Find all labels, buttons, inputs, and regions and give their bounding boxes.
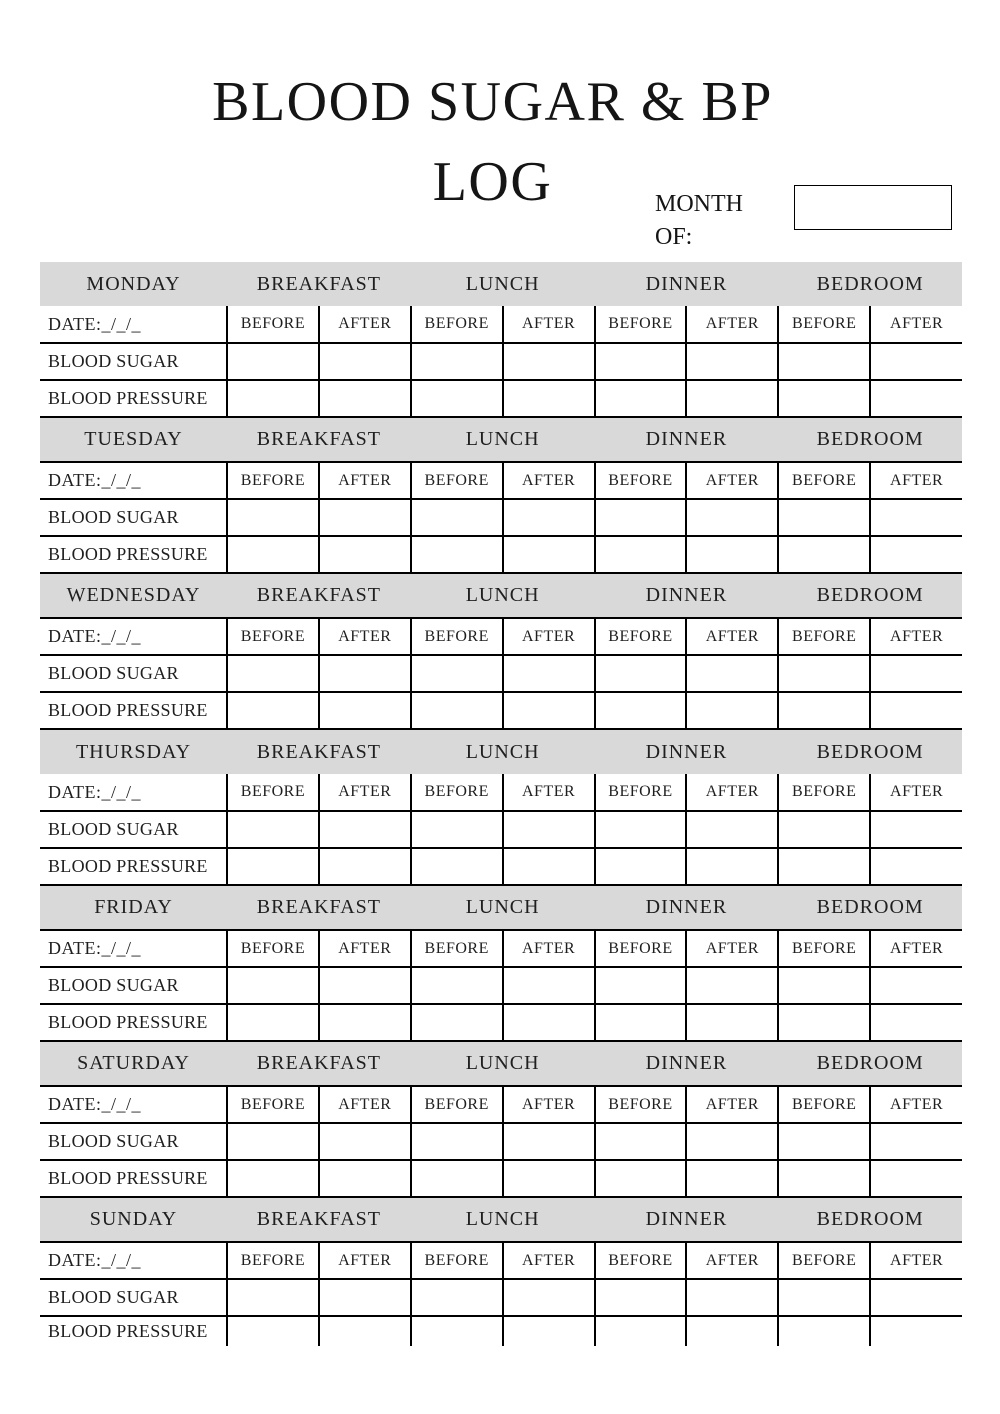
before-header: BEFORE <box>595 930 687 967</box>
entry-cell[interactable] <box>778 1123 870 1160</box>
after-header: AFTER <box>319 1242 411 1279</box>
date-field[interactable]: DATE:_/_/_ <box>40 774 227 811</box>
entry-cell[interactable] <box>411 1279 503 1316</box>
table-row <box>40 692 962 729</box>
meal-header: DINNER <box>595 730 779 774</box>
table-row <box>40 967 962 1004</box>
entry-cell[interactable] <box>778 343 870 380</box>
entry-cell[interactable] <box>686 811 778 848</box>
entry-cell[interactable] <box>778 811 870 848</box>
entry-cell[interactable] <box>595 1004 687 1041</box>
day-table-thursday <box>40 730 962 886</box>
before-header: BEFORE <box>595 1086 687 1123</box>
entry-cell[interactable] <box>503 1160 595 1197</box>
meal-header: LUNCH <box>411 418 595 462</box>
table-row <box>40 536 962 573</box>
before-header: BEFORE <box>778 930 870 967</box>
entry-cell[interactable] <box>870 655 962 692</box>
entry-cell[interactable] <box>411 967 503 1004</box>
entry-cell[interactable] <box>595 1123 687 1160</box>
after-header: AFTER <box>503 930 595 967</box>
entry-cell[interactable] <box>411 536 503 573</box>
meal-header: BREAKFAST <box>227 886 411 930</box>
after-header: AFTER <box>870 774 962 811</box>
before-header: BEFORE <box>227 930 319 967</box>
entry-cell[interactable] <box>595 655 687 692</box>
meal-header: BEDROOM <box>778 1042 962 1086</box>
before-header: BEFORE <box>778 774 870 811</box>
entry-cell[interactable] <box>778 536 870 573</box>
table-row <box>40 380 962 417</box>
meal-header: BREAKFAST <box>227 730 411 774</box>
meal-header: LUNCH <box>411 1042 595 1086</box>
row-label: BLOOD SUGAR <box>40 499 227 536</box>
entry-cell[interactable] <box>778 692 870 729</box>
day-table-friday <box>40 886 962 1042</box>
entry-cell[interactable] <box>595 967 687 1004</box>
after-header: AFTER <box>319 618 411 655</box>
entry-cell[interactable] <box>227 536 319 573</box>
entry-cell[interactable] <box>319 1160 411 1197</box>
table-row <box>40 1160 962 1197</box>
after-header: AFTER <box>686 774 778 811</box>
entry-cell[interactable] <box>686 1004 778 1041</box>
entry-cell[interactable] <box>870 1160 962 1197</box>
meal-header: DINNER <box>595 262 779 306</box>
row-label: BLOOD SUGAR <box>40 655 227 692</box>
entry-cell[interactable] <box>686 1123 778 1160</box>
before-header: BEFORE <box>595 774 687 811</box>
meal-header: BEDROOM <box>778 730 962 774</box>
entry-cell[interactable] <box>411 848 503 885</box>
entry-cell[interactable] <box>503 967 595 1004</box>
after-header: AFTER <box>870 306 962 343</box>
entry-cell[interactable] <box>503 1316 595 1346</box>
entry-cell[interactable] <box>227 811 319 848</box>
entry-cell[interactable] <box>686 1279 778 1316</box>
meal-header: BEDROOM <box>778 262 962 306</box>
table-row <box>40 1123 962 1160</box>
meal-header: LUNCH <box>411 262 595 306</box>
after-header: AFTER <box>870 462 962 499</box>
table-row <box>40 343 962 380</box>
before-header: BEFORE <box>595 306 687 343</box>
after-header: AFTER <box>503 462 595 499</box>
row-label: BLOOD SUGAR <box>40 343 227 380</box>
date-field[interactable]: DATE:_/_/_ <box>40 1242 227 1279</box>
entry-cell[interactable] <box>503 848 595 885</box>
entry-cell[interactable] <box>870 1316 962 1346</box>
entry-cell[interactable] <box>411 1316 503 1346</box>
before-header: BEFORE <box>227 618 319 655</box>
row-label: BLOOD PRESSURE <box>40 1004 227 1041</box>
table-row <box>40 1279 962 1316</box>
entry-cell[interactable] <box>227 655 319 692</box>
before-header: BEFORE <box>595 462 687 499</box>
meal-header: BREAKFAST <box>227 418 411 462</box>
meal-header: BEDROOM <box>778 886 962 930</box>
entry-cell[interactable] <box>686 536 778 573</box>
entry-cell[interactable] <box>503 536 595 573</box>
before-header: BEFORE <box>411 930 503 967</box>
meal-header: BREAKFAST <box>227 1042 411 1086</box>
table-row <box>40 1004 962 1041</box>
entry-cell[interactable] <box>227 1123 319 1160</box>
entry-cell[interactable] <box>411 1004 503 1041</box>
before-header: BEFORE <box>411 306 503 343</box>
meal-header: DINNER <box>595 418 779 462</box>
entry-cell[interactable] <box>411 1123 503 1160</box>
entry-cell[interactable] <box>870 536 962 573</box>
date-field[interactable]: DATE:_/_/_ <box>40 930 227 967</box>
row-label: BLOOD PRESSURE <box>40 692 227 729</box>
entry-cell[interactable] <box>227 1004 319 1041</box>
day-table-tuesday <box>40 418 962 574</box>
after-header: AFTER <box>319 774 411 811</box>
before-header: BEFORE <box>778 1086 870 1123</box>
meal-header: DINNER <box>595 1042 779 1086</box>
entry-cell[interactable] <box>778 380 870 417</box>
day-table-sunday <box>40 1198 962 1346</box>
row-label: BLOOD PRESSURE <box>40 1160 227 1197</box>
after-header: AFTER <box>686 618 778 655</box>
before-header: BEFORE <box>411 1242 503 1279</box>
entry-cell[interactable] <box>411 380 503 417</box>
table-row <box>40 848 962 885</box>
entry-cell[interactable] <box>778 655 870 692</box>
entry-cell[interactable] <box>870 1004 962 1041</box>
after-header: AFTER <box>870 1086 962 1123</box>
entry-cell[interactable] <box>595 811 687 848</box>
meal-header: LUNCH <box>411 574 595 618</box>
entry-cell[interactable] <box>595 499 687 536</box>
entry-cell[interactable] <box>870 848 962 885</box>
entry-cell[interactable] <box>319 967 411 1004</box>
entry-cell[interactable] <box>319 1316 411 1346</box>
entry-cell[interactable] <box>411 1160 503 1197</box>
entry-cell[interactable] <box>870 1123 962 1160</box>
entry-cell[interactable] <box>778 848 870 885</box>
meal-header: BREAKFAST <box>227 1198 411 1242</box>
date-field[interactable]: DATE:_/_/_ <box>40 306 227 343</box>
entry-cell[interactable] <box>686 1316 778 1346</box>
entry-cell[interactable] <box>227 1279 319 1316</box>
after-header: AFTER <box>503 774 595 811</box>
entry-cell[interactable] <box>778 967 870 1004</box>
entry-cell[interactable] <box>870 380 962 417</box>
entry-cell[interactable] <box>319 380 411 417</box>
entry-cell[interactable] <box>503 692 595 729</box>
table-row <box>40 811 962 848</box>
entry-cell[interactable] <box>778 1316 870 1346</box>
meal-header: BREAKFAST <box>227 574 411 618</box>
entry-cell[interactable] <box>870 499 962 536</box>
before-header: BEFORE <box>411 618 503 655</box>
entry-cell[interactable] <box>595 343 687 380</box>
table-row <box>40 655 962 692</box>
entry-cell[interactable] <box>595 536 687 573</box>
meal-header: LUNCH <box>411 1198 595 1242</box>
day-name-header: THURSDAY <box>40 730 227 774</box>
day-name-header: FRIDAY <box>40 886 227 930</box>
row-label: BLOOD PRESSURE <box>40 536 227 573</box>
entry-cell[interactable] <box>319 343 411 380</box>
after-header: AFTER <box>686 930 778 967</box>
entry-cell[interactable] <box>595 1279 687 1316</box>
before-header: BEFORE <box>778 1242 870 1279</box>
table-row <box>40 499 962 536</box>
date-field[interactable]: DATE:_/_/_ <box>40 1086 227 1123</box>
entry-cell[interactable] <box>503 811 595 848</box>
row-label: BLOOD SUGAR <box>40 811 227 848</box>
day-name-header: SUNDAY <box>40 1198 227 1242</box>
entry-cell[interactable] <box>319 692 411 729</box>
entry-cell[interactable] <box>503 1004 595 1041</box>
day-name-header: SATURDAY <box>40 1042 227 1086</box>
before-header: BEFORE <box>227 1086 319 1123</box>
entry-cell[interactable] <box>870 811 962 848</box>
after-header: AFTER <box>686 1242 778 1279</box>
entry-cell[interactable] <box>319 536 411 573</box>
day-name-header: TUESDAY <box>40 418 227 462</box>
entry-cell[interactable] <box>503 1279 595 1316</box>
page-title-line2: LOG <box>432 151 553 213</box>
entry-cell[interactable] <box>870 967 962 1004</box>
entry-cell[interactable] <box>595 692 687 729</box>
meal-header: LUNCH <box>411 730 595 774</box>
log-sections <box>40 262 962 1346</box>
entry-cell[interactable] <box>411 499 503 536</box>
row-label: BLOOD SUGAR <box>40 1123 227 1160</box>
before-header: BEFORE <box>411 774 503 811</box>
before-header: BEFORE <box>227 1242 319 1279</box>
entry-cell[interactable] <box>503 343 595 380</box>
meal-header: DINNER <box>595 574 779 618</box>
entry-cell[interactable] <box>870 1279 962 1316</box>
entry-cell[interactable] <box>686 1160 778 1197</box>
before-header: BEFORE <box>227 462 319 499</box>
after-header: AFTER <box>503 306 595 343</box>
entry-cell[interactable] <box>503 499 595 536</box>
entry-cell[interactable] <box>319 1123 411 1160</box>
entry-cell[interactable] <box>686 380 778 417</box>
day-name-header: WEDNESDAY <box>40 574 227 618</box>
meal-header: LUNCH <box>411 886 595 930</box>
before-header: BEFORE <box>595 1242 687 1279</box>
row-label: BLOOD PRESSURE <box>40 848 227 885</box>
day-name-header: MONDAY <box>40 262 227 306</box>
before-header: BEFORE <box>778 618 870 655</box>
entry-cell[interactable] <box>227 967 319 1004</box>
entry-cell[interactable] <box>319 1279 411 1316</box>
after-header: AFTER <box>503 1242 595 1279</box>
entry-cell[interactable] <box>778 499 870 536</box>
entry-cell[interactable] <box>411 811 503 848</box>
day-table-saturday <box>40 1042 962 1198</box>
entry-cell[interactable] <box>319 655 411 692</box>
meal-header: DINNER <box>595 1198 779 1242</box>
before-header: BEFORE <box>227 774 319 811</box>
entry-cell[interactable] <box>227 499 319 536</box>
entry-cell[interactable] <box>778 1004 870 1041</box>
after-header: AFTER <box>870 1242 962 1279</box>
entry-cell[interactable] <box>686 343 778 380</box>
entry-cell[interactable] <box>319 848 411 885</box>
row-label: BLOOD SUGAR <box>40 967 227 1004</box>
after-header: AFTER <box>319 930 411 967</box>
after-header: AFTER <box>870 930 962 967</box>
entry-cell[interactable] <box>227 1316 319 1346</box>
after-header: AFTER <box>686 306 778 343</box>
entry-cell[interactable] <box>686 967 778 1004</box>
before-header: BEFORE <box>227 306 319 343</box>
meal-header: BREAKFAST <box>227 262 411 306</box>
table-row <box>40 1316 962 1346</box>
day-table-monday <box>40 262 962 418</box>
entry-cell[interactable] <box>227 692 319 729</box>
after-header: AFTER <box>319 1086 411 1123</box>
row-label: BLOOD PRESSURE <box>40 380 227 417</box>
entry-cell[interactable] <box>595 1316 687 1346</box>
before-header: BEFORE <box>778 306 870 343</box>
before-header: BEFORE <box>595 618 687 655</box>
entry-cell[interactable] <box>686 848 778 885</box>
after-header: AFTER <box>870 618 962 655</box>
entry-cell[interactable] <box>227 380 319 417</box>
entry-cell[interactable] <box>778 1279 870 1316</box>
after-header: AFTER <box>503 1086 595 1123</box>
meal-header: DINNER <box>595 886 779 930</box>
entry-cell[interactable] <box>411 343 503 380</box>
row-label: BLOOD SUGAR <box>40 1279 227 1316</box>
entry-cell[interactable] <box>595 848 687 885</box>
entry-cell[interactable] <box>319 811 411 848</box>
entry-cell[interactable] <box>227 1160 319 1197</box>
after-header: AFTER <box>686 1086 778 1123</box>
month-of-label: MONTH OF: <box>655 191 743 250</box>
entry-cell[interactable] <box>686 692 778 729</box>
after-header: AFTER <box>319 306 411 343</box>
entry-cell[interactable] <box>319 1004 411 1041</box>
day-table-wednesday <box>40 574 962 730</box>
entry-cell[interactable] <box>595 380 687 417</box>
after-header: AFTER <box>503 618 595 655</box>
entry-cell[interactable] <box>227 848 319 885</box>
entry-cell[interactable] <box>595 1160 687 1197</box>
entry-cell[interactable] <box>227 343 319 380</box>
entry-cell[interactable] <box>319 499 411 536</box>
meal-header: BEDROOM <box>778 418 962 462</box>
entry-cell[interactable] <box>686 499 778 536</box>
month-input-box[interactable] <box>794 185 952 230</box>
entry-cell[interactable] <box>686 655 778 692</box>
entry-cell[interactable] <box>503 380 595 417</box>
page-title-line1: BLOOD SUGAR & BP <box>212 71 773 133</box>
row-label: BLOOD PRESSURE <box>48 1321 208 1341</box>
entry-cell[interactable] <box>411 692 503 729</box>
meal-header: BEDROOM <box>778 574 962 618</box>
entry-cell[interactable] <box>503 1123 595 1160</box>
before-header: BEFORE <box>411 1086 503 1123</box>
date-field[interactable]: DATE:_/_/_ <box>40 462 227 499</box>
entry-cell[interactable] <box>870 343 962 380</box>
date-field[interactable]: DATE:_/_/_ <box>40 618 227 655</box>
entry-cell[interactable] <box>503 655 595 692</box>
meal-header: BEDROOM <box>778 1198 962 1242</box>
entry-cell[interactable] <box>870 692 962 729</box>
entry-cell[interactable] <box>778 1160 870 1197</box>
before-header: BEFORE <box>411 462 503 499</box>
after-header: AFTER <box>686 462 778 499</box>
after-header: AFTER <box>319 462 411 499</box>
entry-cell[interactable] <box>411 655 503 692</box>
before-header: BEFORE <box>778 462 870 499</box>
